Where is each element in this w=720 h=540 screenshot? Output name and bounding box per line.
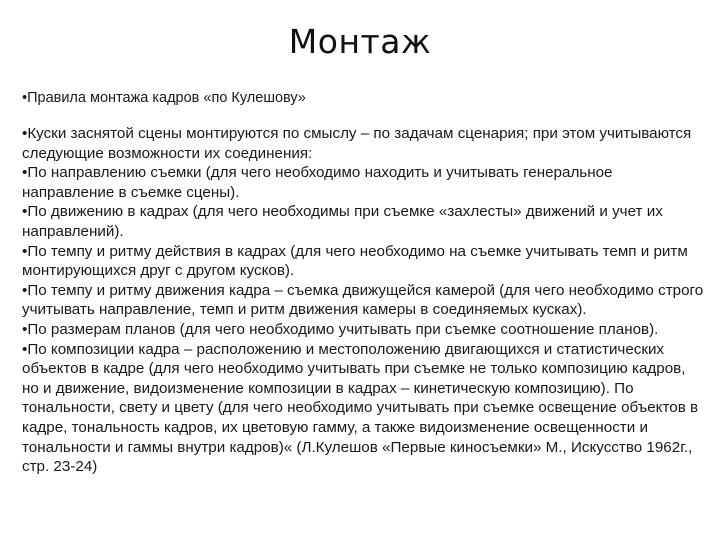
- paragraph-shot-size: •По размерам планов (для чего необходимо учитывать при съемке соотношение планов).: [22, 320, 659, 338]
- slide-title: Монтаж: [288, 22, 432, 61]
- paragraph-tempo-action: •По темпу и ритму действия в кадрах (для чего необходимо на съемке учитывать темп и ритм монтирующихся друг с другом кусков).: [22, 242, 688, 280]
- slide-body: [22, 124, 706, 477]
- paragraph-intro: •Куски заснятой сцены монтируются по смыслу – по задачам сценария; при этом учитываются следующие возможности их соединения:: [22, 125, 692, 162]
- slide-subtitle: •Правила монтажа кадров «по Кулешову»: [22, 90, 306, 106]
- paragraph-direction: •По направлению съемки (для чего необходимо находить и учитывать генеральное направление в съемке сцены).: [22, 164, 613, 201]
- paragraph-movement: •По движению в кадрах (для чего необходимы при съемке «захлесты» движений и учет их направлений).: [22, 203, 663, 240]
- paragraph-tempo-camera: •По темпу и ритму движения кадра – съемка движущейся камерой (для чего необходимо строго учитывать направление, темп и ритм движения камеры в соединяемых кусках).: [22, 281, 704, 319]
- paragraph-composition: •По композиции кадра – расположению и местоположению двигающихся и статистических объектов в кадре (для чего необходимо учитывать при съемке не только композицию кадров, но и движение, видоизменение композиции в кадрах – кинетическую композицию). По тональности, свету и цвету (для чего необходимо учитывать при съемке освещение объектов в кадре, тональность кадров, их цветовую гамму, а также видоизменение освещенности и тональности и гаммы внутри кадров)« (Л.Кулешов «Первые киносъемки» М., Искусство 1962г., стр. 23-24): [22, 340, 699, 476]
